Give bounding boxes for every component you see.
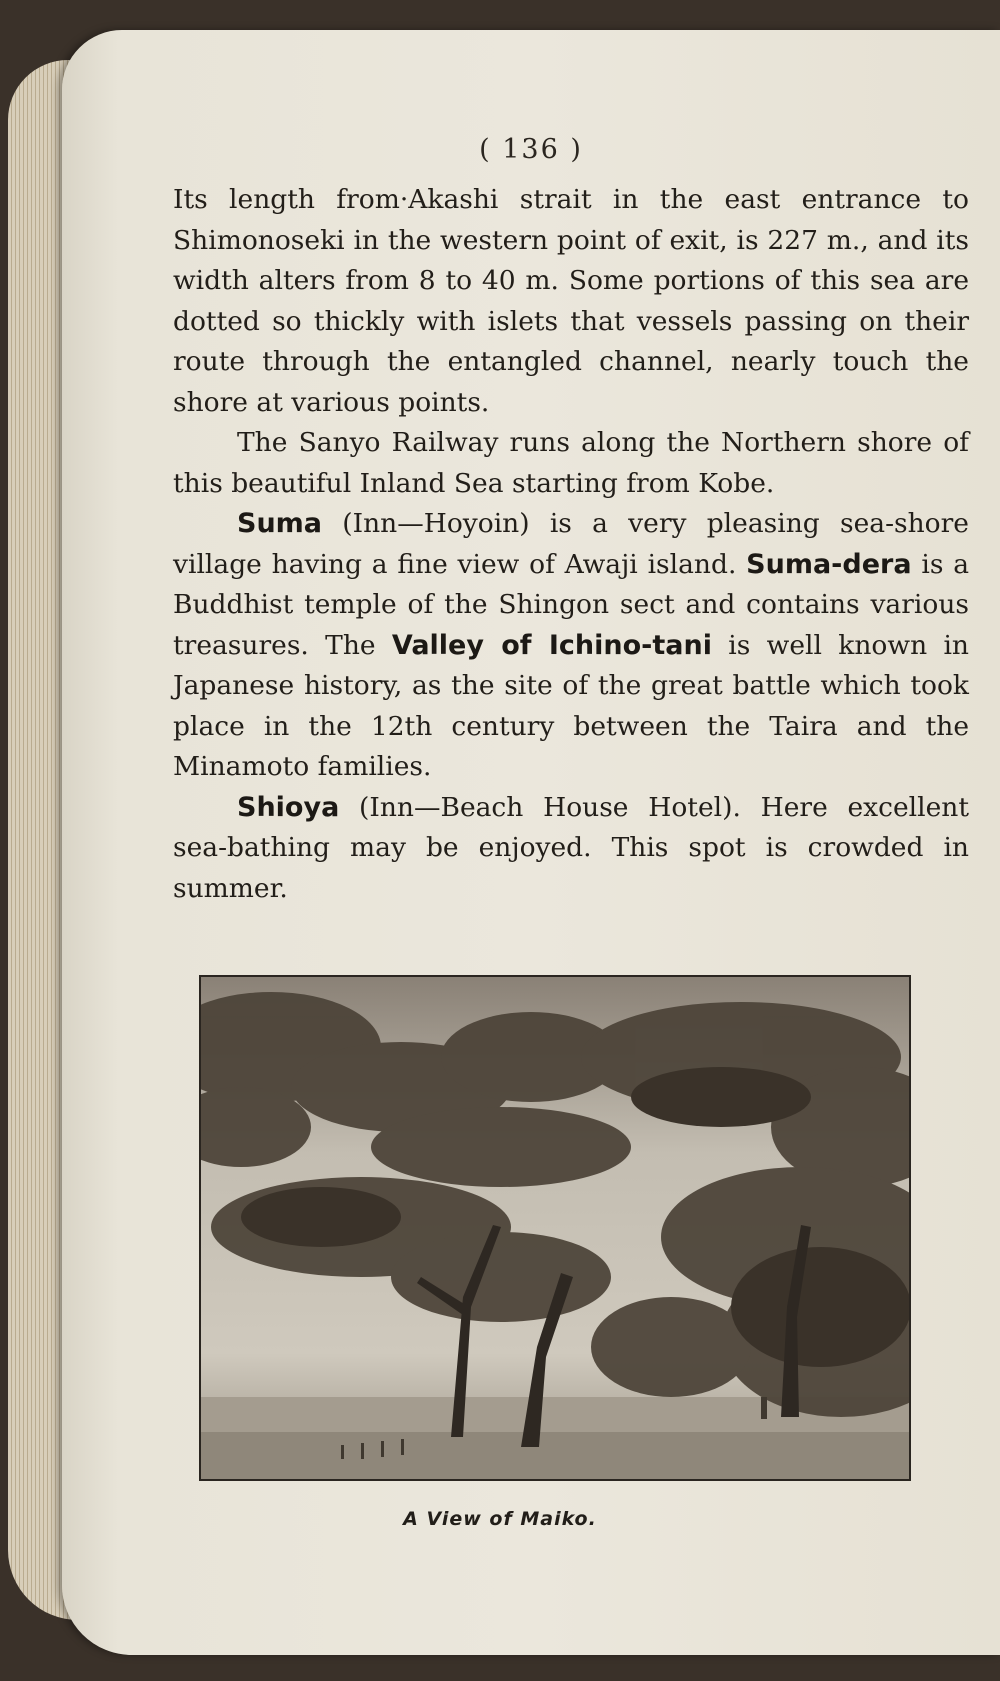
- paragraph-suma: [173, 504, 969, 788]
- heading-ichino-tani: Valley of Ichino-tani: [391, 629, 712, 661]
- text-suma: (Inn—Hoyoin) is a very pleasing sea-shore village having a fine view of Awaji island.: [173, 508, 969, 580]
- heading-shioya: Shioya: [237, 791, 340, 823]
- paragraph-inland-sea: Its length from·Akashi strait in the east entrance to Shimonoseki in the western point of exit, is 227 m., and its width alters from 8 to 40 m. Some portions of this sea are dotted so thickly with islets that vessels passing on their route through the entangled channel, nearly touch the shore at various points.: [173, 184, 969, 418]
- heading-suma-dera: Suma-dera: [746, 548, 912, 580]
- figure-caption: A View of Maiko.: [403, 1508, 597, 1530]
- text-shioya: (Inn—Beach House Hotel). Here excellent sea-bathing may be enjoyed. This spot is crowded in summer.: [173, 791, 969, 904]
- paragraph-sanyo-railway: The Sanyo Railway runs along the Northern shore of this beautiful Inland Sea starting from Kobe.: [173, 427, 969, 499]
- heading-suma: Suma: [237, 508, 323, 539]
- paragraph-shioya: [173, 788, 969, 910]
- photo-maiko: [199, 975, 911, 1481]
- body-text: [173, 180, 969, 909]
- text-suma-dera: is a Buddhist temple of the Shingon sect and contains various treasures. The: [173, 548, 969, 661]
- text-ichino-tani: is well known in Japanese history, as the site of the great battle which took place in the 12th century between the Taira and the Minamoto families.: [173, 629, 969, 782]
- pine-trees-photo: [201, 977, 909, 1479]
- page-number: ( 136 ): [479, 134, 583, 165]
